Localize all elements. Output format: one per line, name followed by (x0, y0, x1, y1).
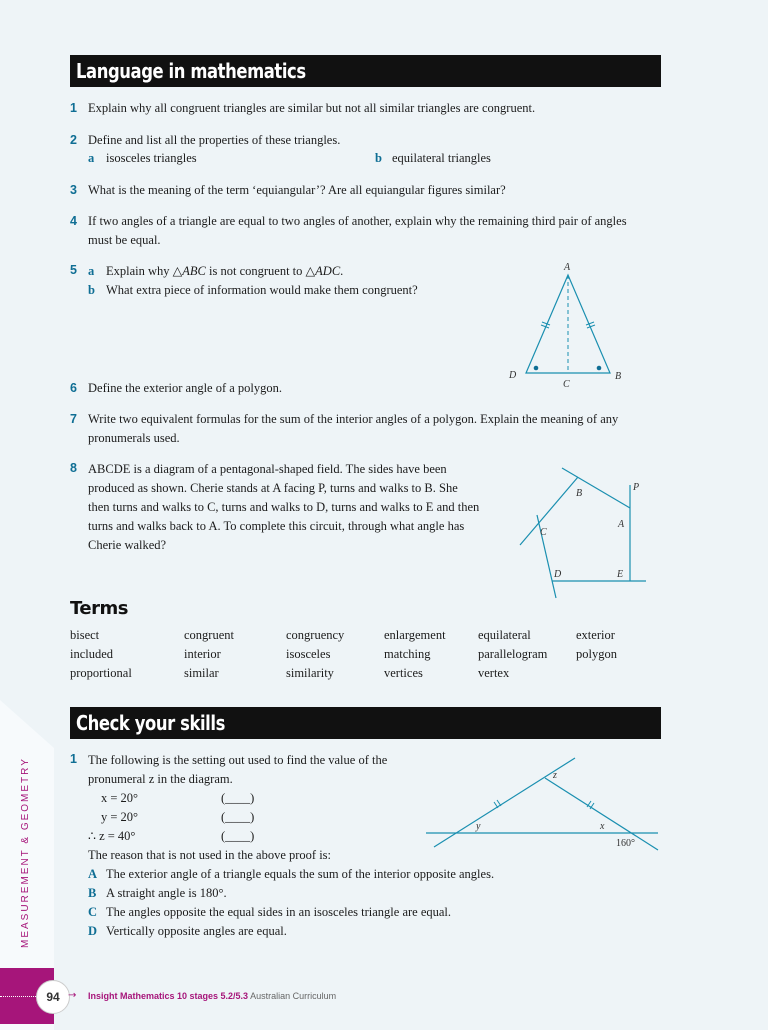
q8-line5: Cherie walked? (88, 538, 167, 552)
q3-number: 3 (70, 183, 77, 197)
terms-heading: Terms (70, 598, 128, 619)
triangle-diagram (500, 255, 640, 395)
tick-ab-2 (586, 322, 594, 325)
side-ab-extended (562, 468, 630, 508)
label-b: B (576, 488, 583, 499)
q7-number: 7 (70, 412, 77, 426)
step-2-blank: (____) (221, 810, 255, 824)
q2b-text: equilateral triangles (392, 151, 491, 165)
tick-left-1 (494, 802, 498, 808)
label-160: 160° (616, 838, 635, 849)
angle-dot-b (597, 366, 602, 371)
option-c-label: C (88, 905, 98, 919)
term-item: included (70, 647, 114, 661)
q8-line4: turns and walks back to A. To complete this circuit, through what angle has (88, 519, 465, 533)
footer-arrow-icon: → (68, 990, 77, 1001)
reason-question: The reason that is not used in the above proof is: (88, 848, 331, 862)
label-x: x (600, 821, 605, 832)
pentagon-diagram (510, 460, 660, 605)
q5-number: 5 (70, 263, 77, 277)
q6-number: 6 (70, 381, 77, 395)
label-c: C (540, 527, 547, 538)
skills-diagram (420, 750, 670, 855)
term-item: congruent (184, 628, 234, 642)
step-1-blank: (____) (221, 791, 255, 805)
angle-dot-d (534, 366, 539, 371)
footer-text: Insight Mathematics 10 stages 5.2/5.3 Australian Curriculum (88, 991, 337, 1001)
term-item: vertex (478, 666, 510, 680)
q4-line2: must be equal. (88, 233, 161, 247)
q5a-label: a (88, 264, 95, 278)
term-item: similarity (286, 666, 334, 680)
q6-text: Define the exterior angle of a polygon. (88, 381, 283, 395)
q7-line2: pronumerals used. (88, 431, 180, 445)
q2b-label: b (375, 151, 382, 165)
q5a-text: Explain why △ABC is not congruent to △ADC. (106, 264, 344, 278)
step-3: ∴ z = 40° (88, 829, 136, 843)
term-item: bisect (70, 628, 100, 642)
label-a: A (618, 519, 625, 530)
skills-header: Check your skills (70, 707, 661, 739)
q8-number: 8 (70, 461, 77, 475)
q1-number: 1 (70, 101, 77, 115)
option-d-label: D (88, 924, 98, 938)
label-e: E (617, 569, 624, 580)
option-b-text: A straight angle is 180°. (106, 886, 227, 900)
q3-text: What is the meaning of the term ‘equiangular’? Are all equiangular figures similar? (88, 183, 506, 197)
q7-line1: Write two equivalent formulas for the sum of the interior angles of a polygon. Explain the meaning of any (88, 412, 619, 426)
label-y: y (476, 821, 481, 832)
label-c: C (563, 379, 570, 390)
option-d-text: Vertically opposite angles are equal. (106, 924, 287, 938)
term-item: similar (184, 666, 219, 680)
label-p: P (633, 482, 640, 493)
term-item: interior (184, 647, 221, 661)
side-bc-extended (520, 477, 578, 545)
right-line (545, 778, 658, 850)
language-header: Language in mathematics (70, 55, 661, 87)
step-1: x = 20° (101, 791, 139, 805)
term-item: congruency (286, 628, 345, 642)
page-number: 94 (36, 980, 70, 1014)
term-item: proportional (70, 666, 132, 680)
q1-text: Explain why all congruent triangles are similar but not all similar triangles are congruent. (88, 101, 536, 115)
footer-dots (0, 996, 36, 997)
option-a-text: The exterior angle of a triangle equals the sum of the interior opposite angles. (106, 867, 495, 881)
term-item: polygon (576, 647, 617, 661)
q5b-label: b (88, 283, 95, 297)
tick-ad-2 (542, 322, 550, 325)
q8-line3: then turns and walks to C, turns and walks to D, turns and walks to E and then (88, 500, 480, 514)
q5b-text: What extra piece of information would make them congruent? (106, 283, 418, 297)
skills-intro-1: The following is the setting out used to find the value of the (88, 753, 388, 767)
term-item: matching (384, 647, 431, 661)
q2-text: Define and list all the properties of these triangles. (88, 133, 341, 147)
term-item: isosceles (286, 647, 331, 661)
label-a: A (564, 262, 571, 273)
q2a-label: a (88, 151, 95, 165)
option-b-label: B (88, 886, 97, 900)
option-a-label: A (88, 867, 98, 881)
label-z: z (553, 770, 557, 781)
label-d: D (509, 370, 517, 381)
skills-intro-2: pronumeral z in the diagram. (88, 772, 233, 786)
option-c-text: The angles opposite the equal sides in an isosceles triangle are equal. (106, 905, 452, 919)
q2-number: 2 (70, 133, 77, 147)
step-2: y = 20° (101, 810, 139, 824)
label-b: B (615, 371, 622, 382)
term-item: parallelogram (478, 647, 548, 661)
term-item: equilateral (478, 628, 531, 642)
q8-line2: produced as shown. Cherie stands at A facing P, turns and walks to B. She (88, 481, 458, 495)
q4-number: 4 (70, 214, 77, 228)
label-d: D (554, 569, 562, 580)
term-item: vertices (384, 666, 423, 680)
q2a-text: isosceles triangles (106, 151, 197, 165)
side-label: MEASUREMENT & GEOMETRY (20, 757, 31, 948)
tick-left-2 (497, 800, 501, 806)
q8-line1: ABCDE is a diagram of a pentagonal-shaped field. The sides have been (88, 462, 447, 476)
term-item: enlargement (384, 628, 446, 642)
term-item: exterior (576, 628, 615, 642)
skills-q1-number: 1 (70, 752, 77, 766)
step-3-blank: (____) (221, 829, 255, 843)
q4-line1: If two angles of a triangle are equal to two angles of another, explain why the remaining third pair of angles (88, 214, 627, 228)
